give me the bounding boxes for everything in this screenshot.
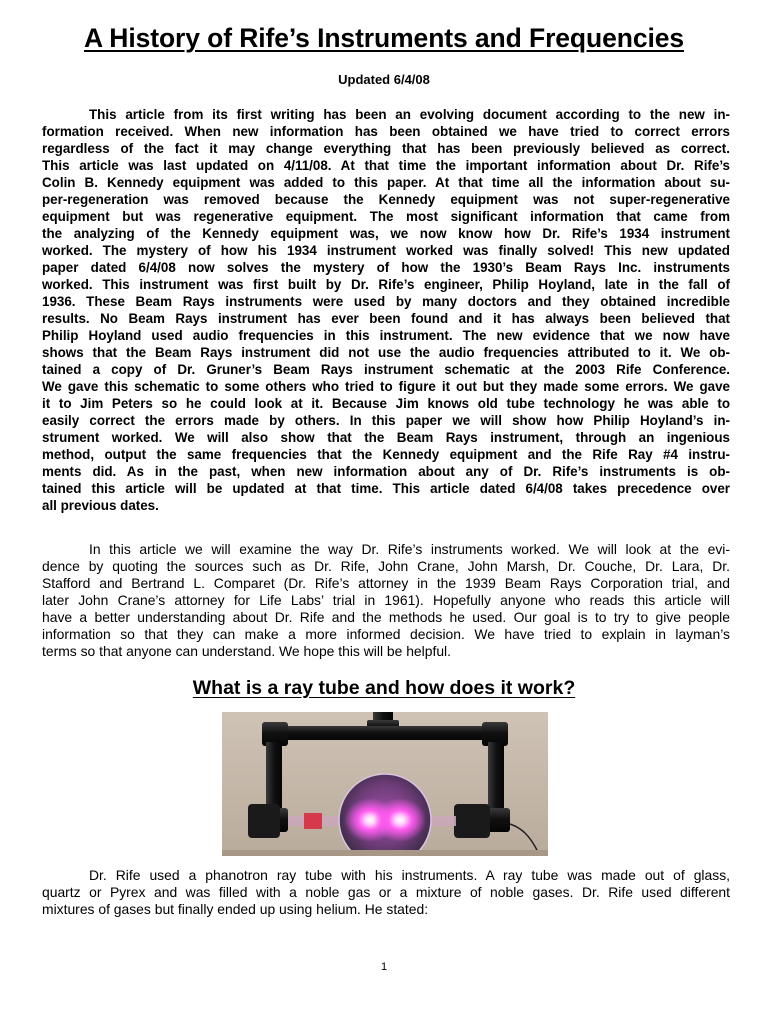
- section-heading: What is a ray tube and how does it work?: [192, 677, 576, 699]
- paragraph-line: 1936. These Beam Rays instruments were used by many doctors and they obtained incredible: [42, 294, 730, 309]
- paragraph-line: Philip Hoyland used audio frequencies in this instrument. The new evidence that we now have: [42, 328, 730, 343]
- paragraph-line: Dr. Rife used a phanotron ray tube with his instruments. A ray tube was made out of glass,: [89, 867, 730, 883]
- paragraph-line: formation received. When new information has been obtained we have tried to correct errors: [42, 124, 730, 139]
- paragraph-line: all previous dates.: [42, 498, 159, 513]
- paragraph-line: ments did. As in the past, when new information about any of Dr. Rife’s instruments is ob-: [42, 464, 730, 479]
- paragraph-line: This article was last updated on 4/11/08. At that time the important information about Dr. Rife’s: [42, 158, 730, 173]
- paragraph-line: worked. This instrument was first built by Dr. Rife’s engineer, Philip Hoyland, late in the fall of: [42, 277, 730, 292]
- paragraph-line: per-regeneration was removed because the Kennedy equipment was not super-regenerative: [42, 192, 730, 207]
- paragraph-line: equipment but was regenerative equipment. The most significant information that came from: [42, 209, 730, 224]
- paragraph-line: dence by quoting the sources such as Dr. Rife, John Crane, John Marsh, Dr. Couche, Dr. Lara, Dr.: [42, 558, 730, 574]
- paragraph-line: have a better understanding about Dr. Rife and the methods he used. Our goal is to try to give people: [42, 609, 730, 625]
- paragraph-line: easily correct the errors made by others. In this paper we will show how Philip Hoyland’s in-: [42, 413, 730, 428]
- paragraph-line: shows that the Beam Rays instrument did not use the audio frequencies attributed to it. We ob-: [42, 345, 730, 360]
- paragraph-line: method, output the same frequencies that the Kennedy equipment and the Rife Ray #4 instru-: [42, 447, 730, 462]
- paragraph-line: strument worked. We will also show that the Beam Rays instrument, through an ingenious: [42, 430, 730, 445]
- paragraph-line: worked. The mystery of how his 1934 instrument worked was finally solved! This new updated: [42, 243, 730, 258]
- ray-tube-photo: [222, 712, 548, 856]
- paragraph-line: the analyzing of the Kennedy equipment was, we now know how Dr. Rife’s 1934 instrument: [42, 226, 730, 241]
- paragraph-line: mixtures of gases but finally ended up using helium. He stated:: [42, 901, 429, 917]
- paragraph-line: results. No Beam Rays instrument has ever been found and it has always been believed that: [42, 311, 730, 326]
- paragraph-line: Stafford and Bertrand L. Comparet (Dr. Rife’s attorney in the 1939 Beam Rays Corporation trial, and: [42, 575, 730, 591]
- paragraph-line: regardless of the fact it may change everything that has been previously believed as correct.: [42, 141, 730, 156]
- paragraph-line: it to Jim Peters so he could look at it. Because Jim knows old tube technology he was able to: [42, 396, 730, 411]
- document-title: A History of Rife’s Instruments and Frequencies: [83, 23, 684, 53]
- paragraph-line: tained this article will be updated at that time. This article dated 6/4/08 takes precedence over: [42, 481, 730, 496]
- paragraph-line: information so that they can make a more informed decision. We have tried to explain in layman’s: [42, 626, 730, 642]
- page-number: 1: [380, 961, 388, 973]
- ray-tube-illustration: [222, 712, 548, 856]
- overview-paragraph: [42, 541, 730, 660]
- paragraph-line: quartz or Pyrex and was filled with a noble gas or a mixture of noble gases. Dr. Rife used different: [42, 884, 730, 900]
- paragraph-line: We gave this schematic to some others who tried to figure it out but they made some errors. We gave: [42, 379, 730, 394]
- intro-paragraph: [42, 106, 730, 514]
- paragraph-line: later John Crane’s attorney for Life Labs’ trial in 1961). Hopefully anyone who reads this article will: [42, 592, 730, 608]
- ray-tube-paragraph: [42, 867, 730, 918]
- paragraph-line: tained a copy of Dr. Gruner’s Beam Rays instrument schematic at the 2003 Rife Conference.: [42, 362, 730, 377]
- paragraph-line: paper dated 6/4/08 now solves the mystery of how the 1930’s Beam Rays Inc. instruments: [42, 260, 730, 275]
- updated-date: Updated 6/4/08: [338, 72, 430, 87]
- paragraph-line: This article from its first writing has been an evolving document according to the new in-: [89, 107, 730, 122]
- paragraph-line: terms so that anyone can understand. We hope this will be helpful.: [42, 643, 451, 659]
- paragraph-line: Colin B. Kennedy equipment was added to this paper. At that time all the information about su-: [42, 175, 730, 190]
- paragraph-line: In this article we will examine the way Dr. Rife’s instruments worked. We will look at the evi-: [89, 541, 730, 557]
